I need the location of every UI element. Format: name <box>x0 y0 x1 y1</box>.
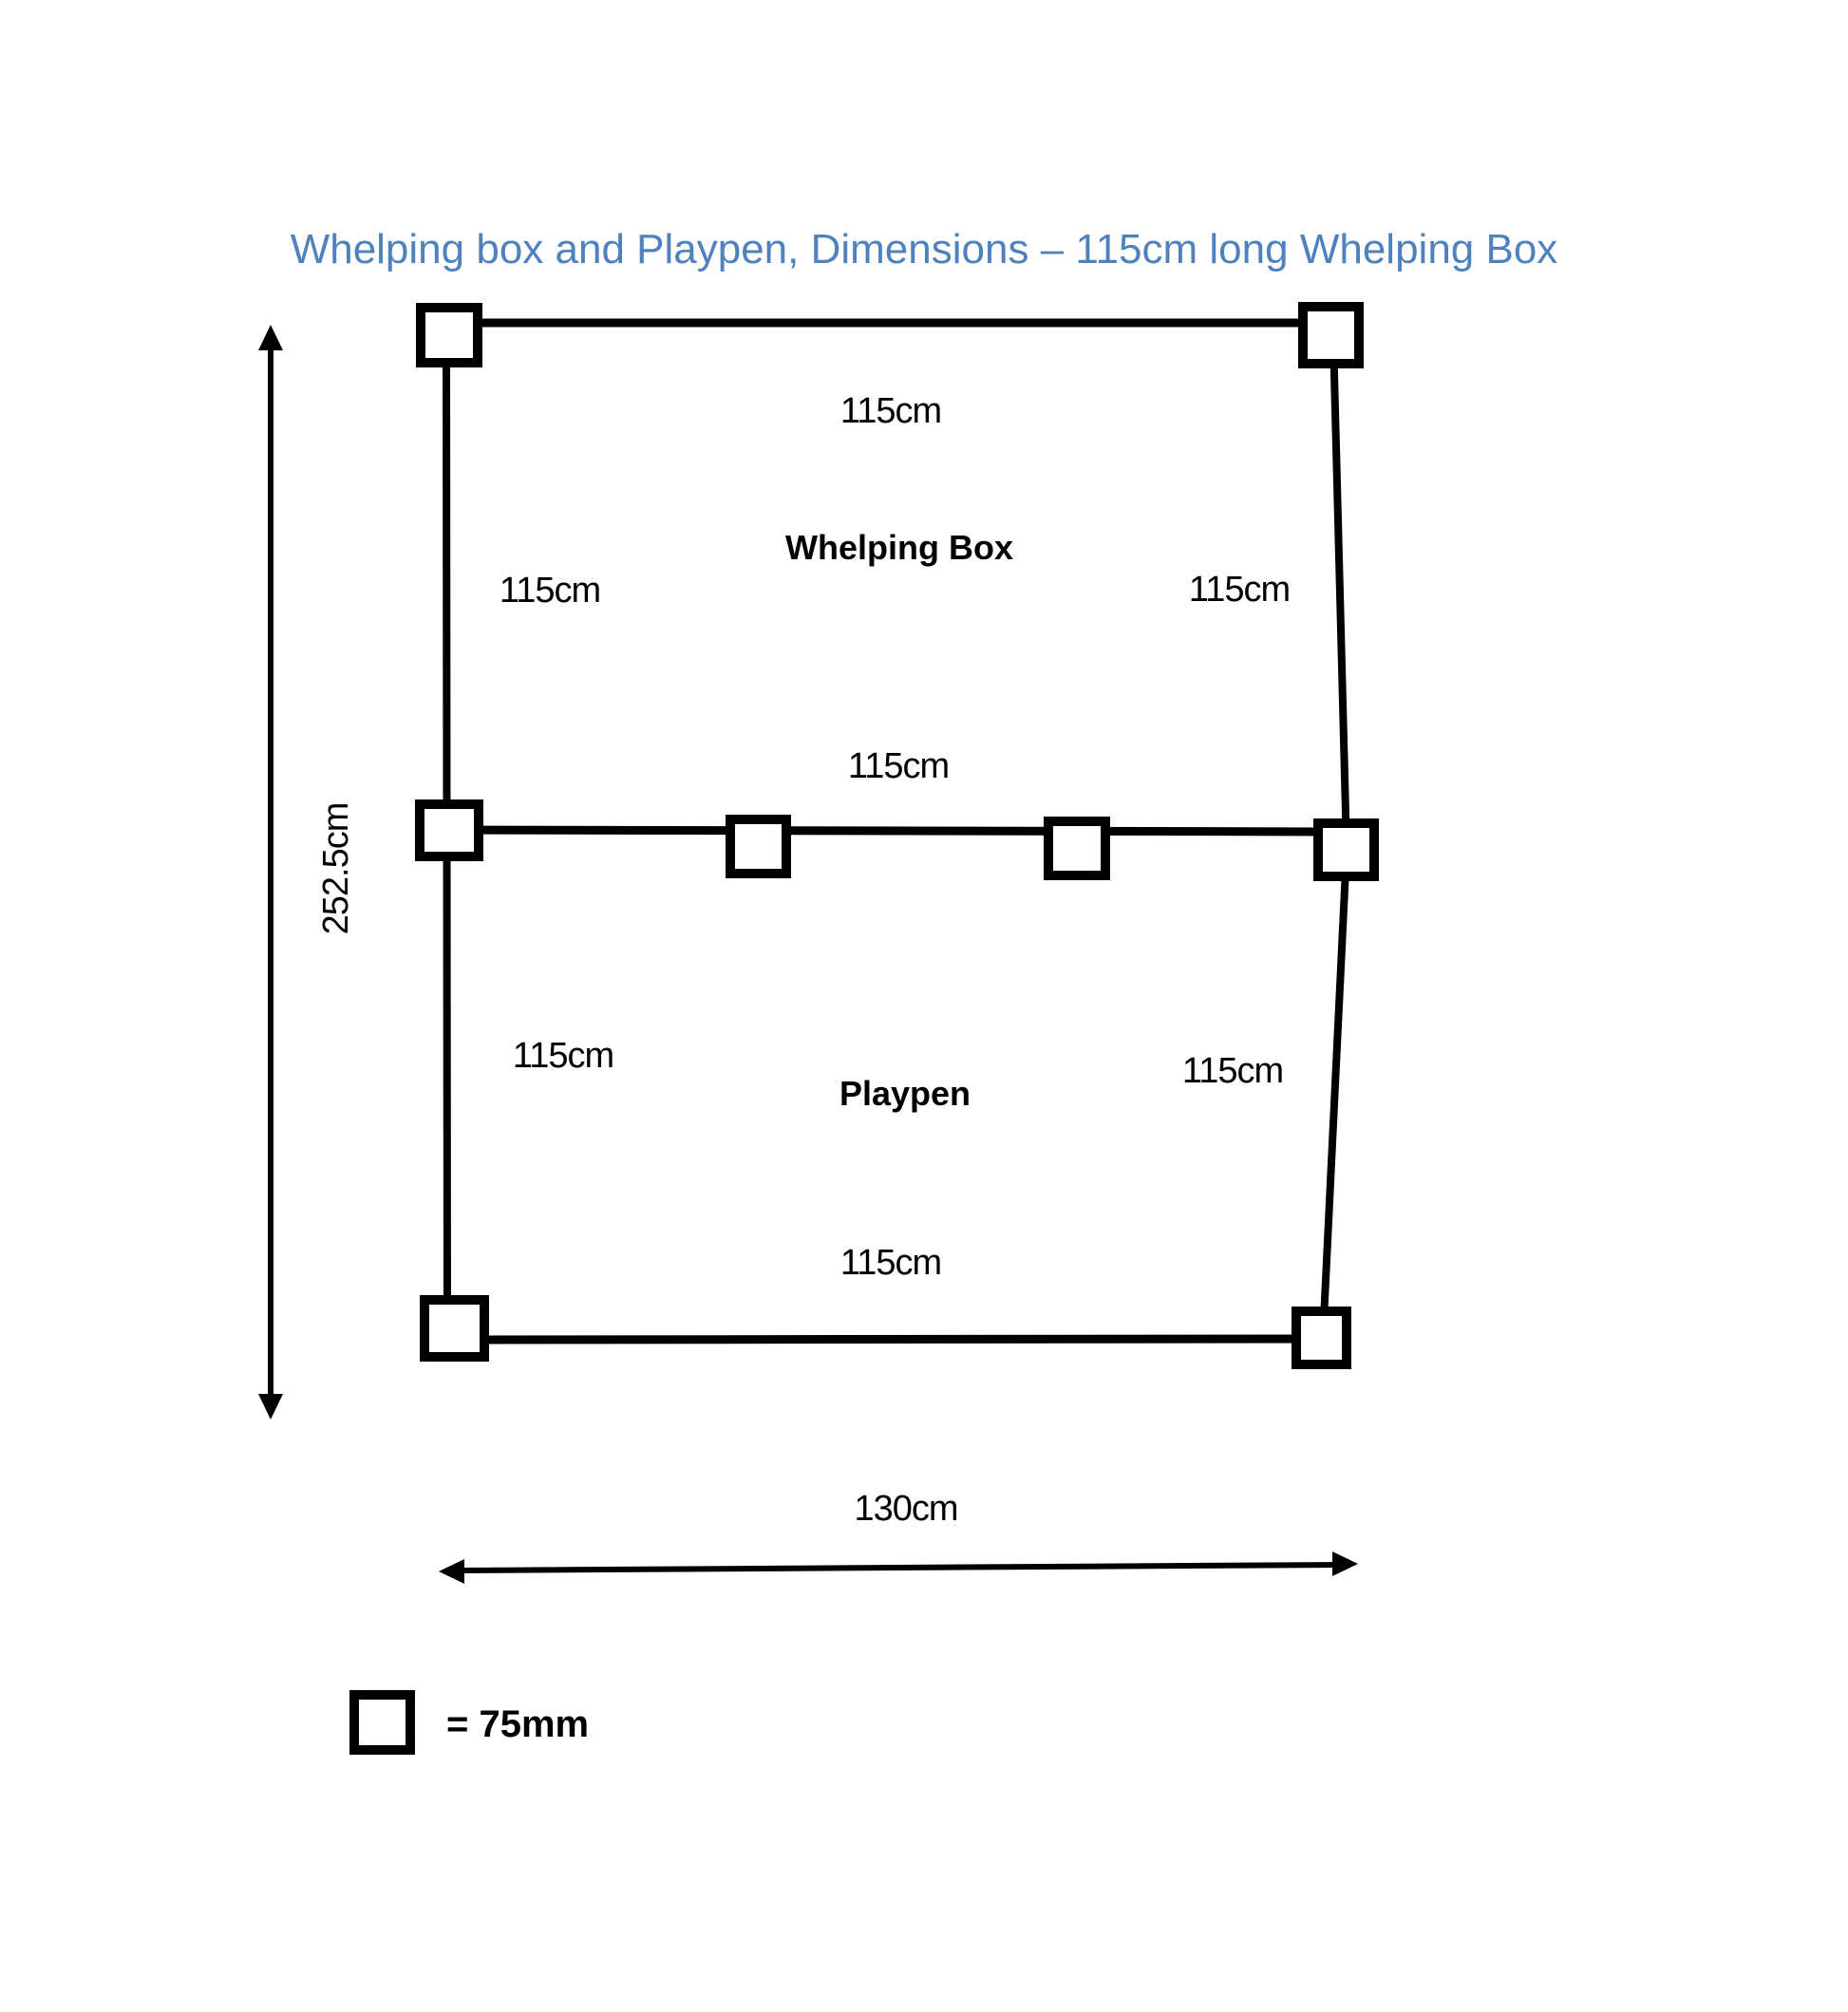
post-bottom-left <box>424 1300 484 1357</box>
post-top-left <box>421 308 478 363</box>
dim-label-playpen-left: 115cm <box>512 1036 614 1076</box>
pen-rails <box>446 323 1348 1340</box>
width-arrow-shaft <box>460 1565 1337 1570</box>
post-mid-inner-left <box>730 819 786 874</box>
post-bottom-right <box>1296 1311 1347 1364</box>
legend-label: = 75mm <box>446 1703 590 1745</box>
dim-label-divider: 115cm <box>847 746 950 786</box>
width-arrow-head-right <box>1332 1551 1358 1576</box>
dim-label-overall-width: 130cm <box>854 1489 958 1529</box>
post-mid-inner-right <box>1048 821 1105 875</box>
post-mid-left <box>420 804 479 856</box>
height-dimension-arrow <box>258 325 283 1420</box>
whelping-box-label: Whelping Box <box>785 528 1013 567</box>
height-arrow-head-top <box>258 325 283 350</box>
post-top-right <box>1303 307 1359 364</box>
dim-label-overall-height: 252.5cm <box>316 802 356 935</box>
dim-label-playpen-bottom: 115cm <box>839 1243 942 1283</box>
dim-label-whelping-right: 115cm <box>1188 570 1291 610</box>
post-mid-right <box>1318 823 1374 876</box>
dim-label-whelping-top: 115cm <box>839 391 942 431</box>
dim-label-playpen-right: 115cm <box>1181 1051 1284 1091</box>
legend-post-square <box>354 1695 410 1750</box>
diagram-title: Whelping box and Playpen, Dimensions – 115cm long Whelping Box <box>290 226 1558 273</box>
height-arrow-head-bottom <box>258 1394 283 1420</box>
playpen-label: Playpen <box>839 1074 971 1113</box>
divider-rail <box>446 830 1348 832</box>
width-arrow-head-left <box>439 1559 464 1584</box>
width-dimension-arrow <box>439 1551 1358 1584</box>
dim-label-whelping-left: 115cm <box>499 571 601 611</box>
bottom-rail <box>454 1339 1329 1340</box>
